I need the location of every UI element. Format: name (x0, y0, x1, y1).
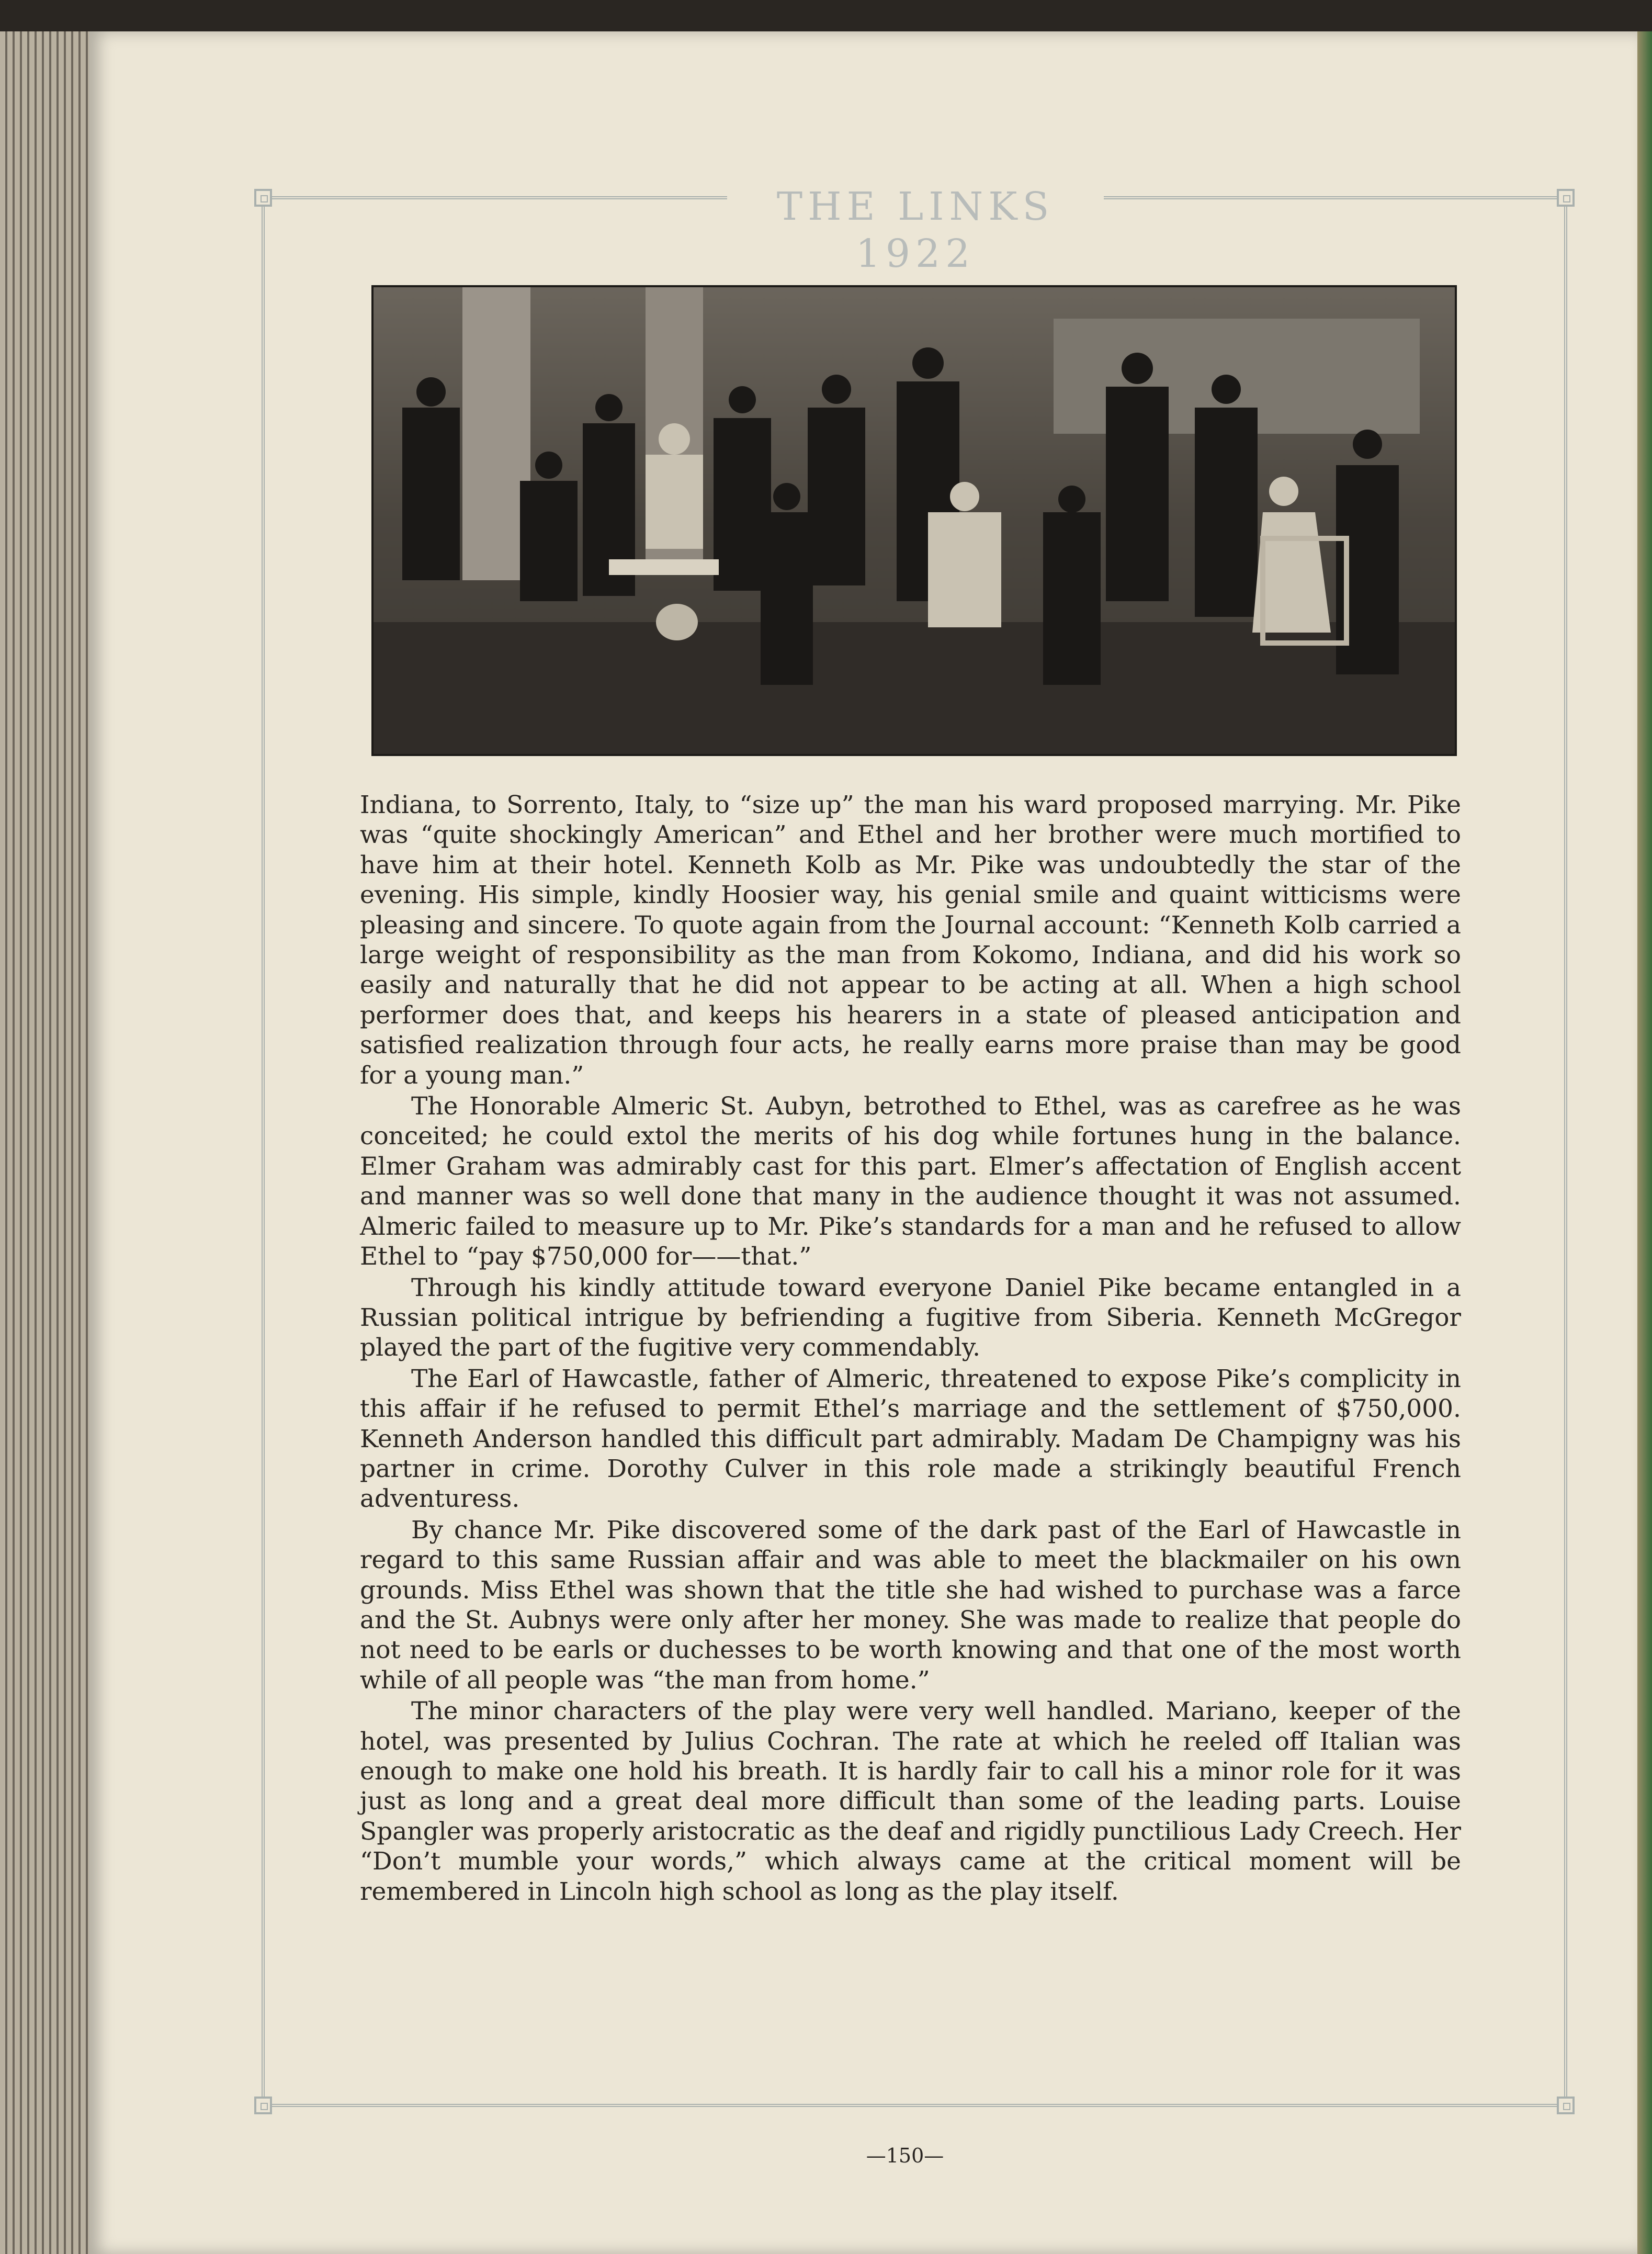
body-paragraph: Indiana, to Sorrento, Italy, to “size up” the man his ward proposed marrying. Mr. Pike was “quite shockingly American” and Ethel and her brother were much mortified to have him at their hotel. Kenneth Kolb as Mr. Pike was undoubtedly the star of the evening. His simple, kindly Hoosier way, his genial smile and quaint witticisms were pleasing and sincere. To quote again from the Journal account: “Kenneth Kolb carried a large weight of responsibility as the man from Kokomo, Indiana, and did his work so easily and naturally that he did not appear to be acting at all. When a high school performer does that, and keeps his hearers in a state of pleased anticipation and satisfied realization through four acts, he really earns more praise than may be good for a young man.” (360, 791, 1461, 1090)
frame-corner-ornament (1557, 189, 1575, 207)
book-cover-edge (1636, 31, 1652, 2254)
frame-corner-ornament (254, 2097, 272, 2114)
running-header-title: THE LINKS 1922 (727, 183, 1104, 230)
frame-corner-ornament (1557, 2097, 1575, 2114)
body-paragraph: Through his kindly attitude toward everyone Daniel Pike became entangled in a Russian political intrigue by befriending a fugitive from Siberia. Kenneth McGregor played the part of the fugitive very commendably. (360, 1273, 1461, 1362)
body-paragraph: The Earl of Hawcastle, father of Almeric, threatened to expose Pike’s complicity in this affair if he refused to permit Ethel’s marriage and the settlement of $750,000. Kenneth Anderson handled this difficult part admirably. Madam De Champigny was his partner in crime. Dorothy Culver in this role made a strikingly beautiful French adventuress. (360, 1364, 1461, 1514)
body-paragraph: The Honorable Almeric St. Aubyn, betrothed to Ethel, was as carefree as he was conceited; he could extol the merits of his dog while fortunes hung in the balance. Elmer Graham was admirably cast for this part. Elmer’s affectation of English accent and manner was so well done that many in the audience thought it was not assumed. Almeric failed to measure up to Mr. Pike’s standards for a man and he refused to allow Ethel to “pay $750,000 for——that.” (360, 1092, 1461, 1271)
article-body (360, 790, 1461, 1908)
cast-photo-illustration (374, 287, 1455, 754)
body-paragraph: The minor characters of the play were very well handled. Mariano, keeper of the hotel, was presented by Julius Cochran. The rate at which he reeled off Italian was enough to make one hold his breath. It is hardly fair to call his a minor role for it was just as long and a great deal more difficult than some of the leading parts. Louise Spangler was properly aristocratic as the deaf and rigidly punctilious Lady Creech. Her “Don’t mumble your words,” which always came at the critical moment will be remembered in Lincoln high school as long as the play itself. (360, 1697, 1461, 1906)
frame-corner-ornament (254, 189, 272, 207)
cast-photograph (371, 285, 1457, 756)
page-number: —150— (866, 2144, 944, 2167)
body-paragraph: By chance Mr. Pike discovered some of the dark past of the Earl of Hawcastle in regard to this same Russian affair and was able to meet the blackmailer on his own grounds. Miss Ethel was shown that the title she had wished to purchase was a farce and the St. Aubnys were only after her money. She was made to realize that people do not need to be earls or duchesses to be worth knowing and that one of the most worth while of all people was “the man from home.” (360, 1515, 1461, 1695)
